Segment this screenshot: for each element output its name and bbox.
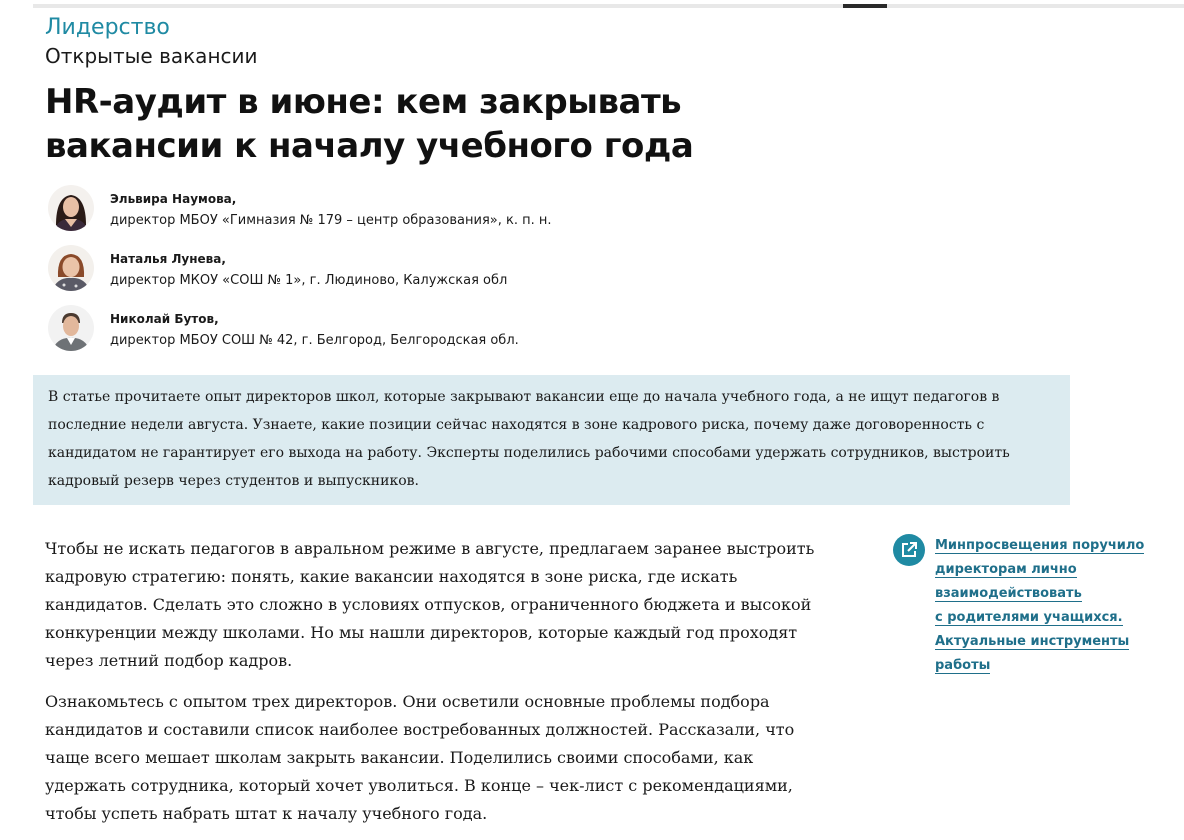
related-article-title[interactable] (935, 534, 1145, 678)
related-link-line[interactable]: с родителями учащихся. (935, 610, 1123, 625)
reading-progress-indicator (843, 4, 887, 8)
author-name: Николай Бутов, (110, 312, 219, 326)
article-lead-box (33, 375, 1070, 505)
author-name: Эльвира Наумова, (110, 192, 237, 206)
author-avatar (48, 245, 94, 291)
related-link-line[interactable]: директорам лично (935, 562, 1077, 577)
author-role: директор МБОУ СОШ № 42, г. Белгород, Белгородская обл. (110, 333, 519, 348)
author-role: директор МБОУ «Гимназия № 179 – центр образования», к. п. н. (110, 213, 552, 228)
author-item (45, 305, 845, 365)
reading-progress-track (33, 4, 1184, 8)
author-item (45, 245, 845, 305)
article-paragraph: Ознакомьтесь с опытом трех директоров. Они осветили основные проблемы подбора кандидатов и составили список наиболее востребованных должностей. Рассказали, что чаще всего мешает школам закрыть вакансии. Поделились своими способами, как удержать сотрудника, который хочет уволиться. В конце – чек-лист с рекомендациями, чтобы успеть набрать штат к началу учебного года. (45, 692, 795, 823)
article-body (45, 535, 825, 840)
author-list (45, 185, 845, 365)
subrubric-label: Открытые вакансии (45, 44, 258, 68)
article-paragraph: Чтобы не искать педагогов в авральном режиме в августе, предлагаем заранее выстроить кадровую стратегию: понять, какие вакансии находятся в зоне риска, где искать кандидатов. Сделать это сложно в условиях отпусков, ограниченного бюджета и высокой конкуренции между школами. Но мы нашли директоров, которые каждый год проходят через летний подбор кадров. (45, 539, 815, 670)
rubric-link[interactable]: Лидерство (45, 15, 170, 40)
author-avatar (48, 185, 94, 231)
author-role: директор МКОУ «СОШ № 1», г. Людиново, Калужская обл (110, 273, 508, 288)
related-link-line[interactable]: Актуальные инструменты (935, 634, 1130, 649)
related-link-line[interactable]: Минпросвещения поручило (935, 538, 1145, 553)
related-link-line[interactable]: работы (935, 658, 991, 673)
author-item (45, 185, 845, 245)
related-link-line[interactable]: взаимодействовать (935, 586, 1082, 601)
article-headline: HR-аудит в июне: кем закрывать вакансии к началу учебного года (45, 82, 694, 166)
article-lead-text: В статье прочитаете опыт директоров школ, которые закрывают вакансии еще до начала учебного года, а не ищут педагогов в последние недели августа. Узнаете, какие позиции сейчас находятся в зоне кадрового риска, почему даже договоренность с кандидатом не гарантирует его выхода на работу. Эксперты поделились рабочими способами удержать сотрудников, выстроить кадровый резерв через студентов и выпускников. (48, 389, 1010, 489)
author-name: Наталья Лунева, (110, 252, 226, 266)
author-avatar (48, 305, 94, 351)
external-link-icon (893, 534, 925, 566)
